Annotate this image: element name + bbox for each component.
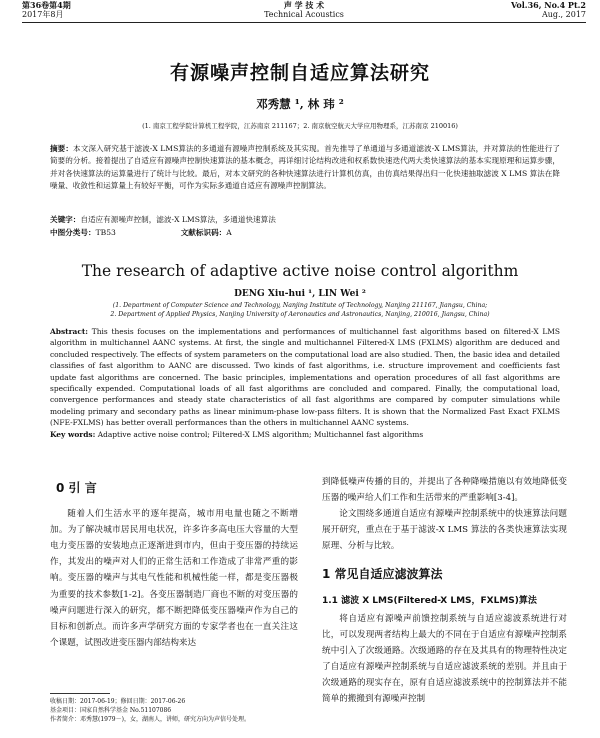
header-date-cn: 2017年8月: [22, 10, 64, 19]
keywords-cn: [50, 214, 560, 226]
intro-paragraph: 随着人们生活水平的逐年提高，城市用电量也随之不断增加。为了解决城市居民用电状况，许多许多高电压大容量的大型电力变压器的安装地点正逐渐进到市内，但由于变压器的持续运作，其发出的噪声对人们的正常生活和工作造成了非常严重的影响。变压器的噪声与其电气性能和机械性能一样，都是变压器极为重要的技术参数[1-2]。各变压器制造厂商也不断的对变压器的噪声问题进行深入的研究，都不断把降低变压器噪声作为自己的目标和创新点。而许多声学研究方面的专家学者也在一直关注这个课题，试图改进变压器内部结构来达: [50, 509, 298, 648]
footnote-rule: [50, 693, 110, 694]
footnote-author-bio: 作者简介：邓秀慧(1979－)，女，湖南人，讲师，研究方向为声信号处理。: [50, 716, 250, 723]
paper-title-en: The research of adaptive active noise control algorithm: [81, 262, 519, 280]
keywords-cn-text: 自适应有源噪声控制，滤波-X LMS算法，多通道快速算法: [80, 215, 276, 224]
footnote-funding: 基金项目：国家自然科学基金 No.51107086: [50, 707, 172, 714]
affiliation-en-1: (1. Department of Computer Science and Technology, Nanjing Institute of Technology, Nanjing 211167, Jiangsu, China;: [112, 302, 488, 309]
clc-label: 中图分类号：: [50, 228, 96, 237]
classification-line: [50, 227, 560, 239]
abstract-cn: [50, 143, 560, 192]
affiliation-en-2: 2. Department of Applied Physics, Nanjing University of Aeronautics and Astronautics, Nanjing, 210016, Jiangsu, China): [110, 311, 490, 318]
doc-code-label: 文献标识码：: [180, 228, 227, 237]
subsection-1-1-paragraph: 将自适应有源噪声前馈控制系统与自适应滤波系统进行对比，可以发现两者结构上最大的不同在于自适应有源噪声控制系统中引入了次级通路。次级通路的存在及其具有的物理特性决定了自适应有源噪声控制系统与自适应滤波系统的差别。并且由于次级通路的现实存在，原有自适应滤波系统中的控制算法并不能简单的搬搬到有源噪声控制: [322, 613, 567, 705]
abstract-en-label: Abstract:: [50, 327, 89, 336]
subsection-heading-1-1: 1.1 滤波 X LMS(Filtered-X LMS，FXLMS)算法: [322, 595, 537, 606]
keywords-en-text: Adaptive active noise control; Filtered-X LMS algorithm; Multichannel fast algorithms: [97, 429, 424, 439]
right-paragraph-continued: 到降低噪声传播的目的，并提出了各种降噪措施以有效地降低变压器的噪声给人们工作和生活带来的严重影响[3-4]。: [322, 477, 567, 504]
abstract-cn-label: 摘要：: [50, 144, 74, 153]
clc-value: TB53: [95, 228, 116, 237]
header-volume-cn: 第36卷第4期: [22, 0, 71, 10]
authors-en: DENG Xiu-hui ¹, LIN Wei ²: [234, 289, 366, 299]
affiliation-cn: (1. 南京工程学院计算机工程学院，江苏南京 211167；2. 南京航空航天大学应用物理系，江苏南京 210016): [142, 122, 458, 130]
running-header: [22, 0, 586, 23]
paper-title-cn: 有源噪声控制自适应算法研究: [169, 62, 430, 84]
keywords-cn-label: 关键字：: [50, 215, 81, 224]
authors-cn: 邓秀慧 ¹, 林 玮 ²: [256, 97, 344, 111]
abstract-en: [50, 326, 560, 440]
abstract-en-text: This thesis focuses on the implementations and performances of multichannel fast algorithms based on filtered-X LMS algorithm in multichannel AANC systems. At first, the single and multichannel Filtered-X LMS (FXLMS) algorithm are deduced and concluded respectively. The effects of system parameters on the computational load are also studied. Then, the basic idea and detailed classifies of fast algorithm to AANC are discussed. Two kinds of fast algorithms, i.e. structure improvement and coefficients fast update fast algorithms are concerned. The basic principles, implementations and operation procedures of all fast algorithms are specifically expended. Computational loads of all fast algorithms are concluded and compared. Finally, the computational load, convergence performances and steady state characteristics of all fast algorithms are compared by computer simulations while modeling primary and secondary paths as linear minimum-phase low-pass filters. It is shown that the Normalized Fast Exact FXLMS (NFE-FXLMS) has better overall performances than the others in multichannel AANC systems.: [50, 327, 560, 428]
section-heading-intro: 0 引 言: [56, 481, 97, 495]
header-date-en: Aug., 2017: [541, 10, 586, 19]
abstract-cn-text: 本文深入研究基于滤波-X LMS算法的多通道有源噪声控制系统及其实现。首先推导了单通道与多通道滤波-X LMS算法，并对算法的性能进行了简要的分析。接着提出了自适应有源噪声控制快速算法的基本概念，再详细讨论结构改进和权系数快速迭代两大类快速算法的基本实现原理和运算步骤，并对各快速算法的运算量进行了统计与比较。最后，对本文研究的各种快速算法进行计算机仿真，由仿真结果得出归一化快速抽取滤波 X LMS 算法在降噪量、收敛性和运算量上有较好平衡，可作为实际多通道自适应有源噪声控制算法。: [50, 144, 560, 190]
body-left-column: [50, 480, 298, 651]
header-journal-en: Technical Acoustics: [264, 10, 344, 19]
right-paragraph-scope: 论文围绕多通道自适应有源噪声控制系统中的快速算法问题展开研究，重点在于基于滤波-X LMS 算法的各类快速算法实现原理、分析与比较。: [322, 509, 567, 552]
doc-code-value: A: [226, 228, 232, 237]
section-heading-1: 1 常见自适应滤波算法: [322, 567, 443, 582]
keywords-en-label: Key words:: [50, 429, 96, 439]
footnote-received: 收稿日期：2017-06-19；修回日期：2017-06-26: [50, 698, 186, 705]
header-volume-en: Vol.36, No.4 Pt.2: [510, 0, 586, 10]
header-journal-cn: 声 学 技 术: [283, 0, 325, 10]
body-right-column: [322, 474, 567, 707]
